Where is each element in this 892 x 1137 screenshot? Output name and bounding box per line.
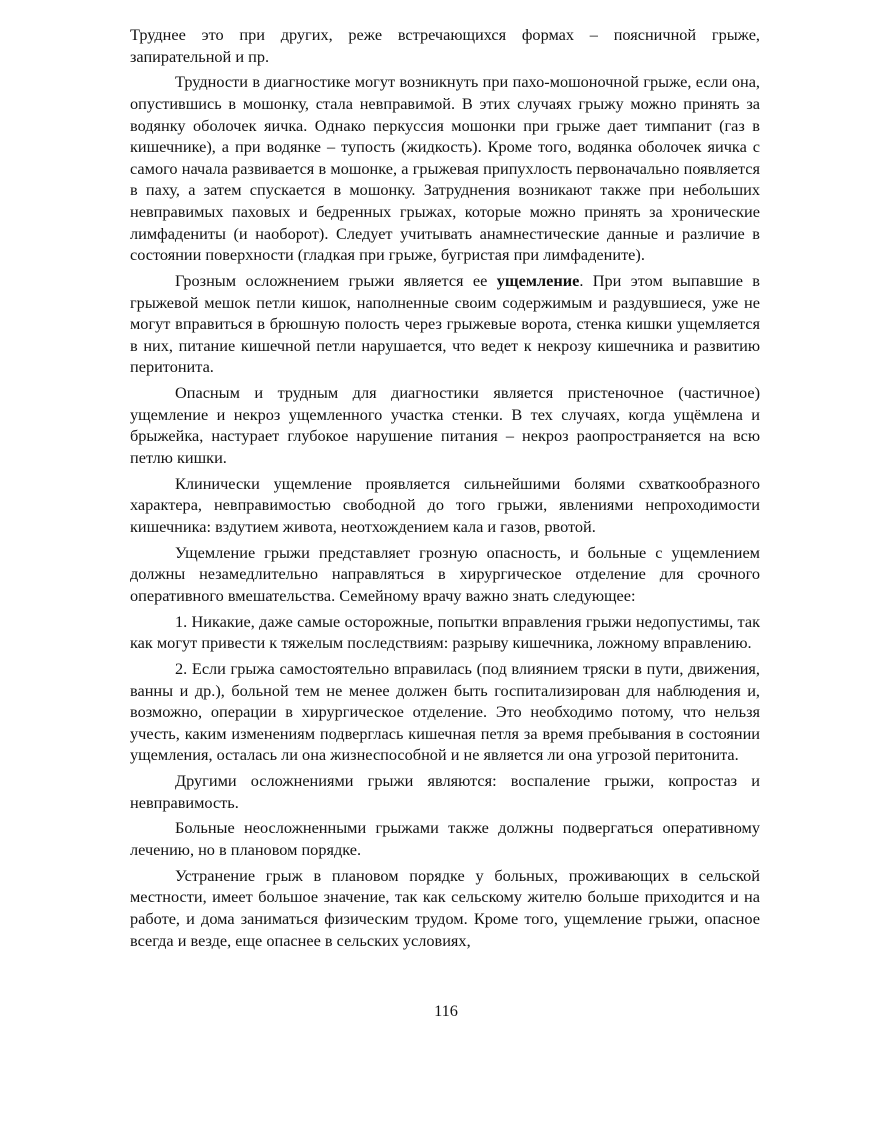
paragraph: Больные неосложненными грыжами также должны подвергаться оперативному лечению, но в плановом порядке.: [130, 818, 760, 860]
page-body: [130, 24, 760, 955]
paragraph: Трудности в диагностике могут возникнуть при пахо-мошоночной грыже, если она, опустившись в мошонку, стала невправимой. В этих случаях грыжу можно принять за водянку оболочек яичка. Однако перкуссия мошонки при грыже дает тимпанит (газ в кишечнике), а при водянке – тупость (жидкость). Кроме того, водянка оболочек яичка с самого начала развивается в мошонке, а грыжевая припухлость первоначально появляется в паху, а затем спускается в мошонку. Затруднения возникают также при небольших невправимых паховых и бедренных грыжах, которые можно принять за хронические лимфадениты (и наоборот). Следует учитывать анамнестические данные и различие в состоянии поверхности (гладкая при грыже, бугристая при лимфадените).: [130, 72, 760, 265]
paragraph: Труднее это при других, реже встречающихся формах – поясничной грыже, запирательной и пр.: [130, 25, 760, 66]
text-span: Грозным осложнением грыжи является ее: [175, 270, 497, 290]
emphasized-term: ущемление: [496, 270, 580, 290]
text-span: . При этом выпавшие в грыжевой мешок петли кишок, наполненные своим содержимым и раздувшиеся, уже не могут вправиться в брюшную полость через грыжевые ворота, стенка кишки ущемляется в них, питание кишечной петли нарушается, что ведет к некрозу кишечника и развитию перитонита.: [130, 270, 760, 377]
list-item: 1. Никакие, даже самые осторожные, попытки вправления грыжи недопустимы, так как могут привести к тяжелым последствиям: разрыву кишечника, ложному вправлению.: [130, 611, 760, 653]
list-item: 2. Если грыжа самостоятельно вправилась (под влиянием тряски в пути, движения, ванны и др.), больной тем не менее должен быть госпитализирован для наблюдения и, возможно, операции в хирургическое отделение. Это необходимо потому, что нельзя учесть, каким изменениям подверглась кишечная петля за время пребывания в состоянии ущемления, осталась ли она жизнеспособной и не является ли она угрозой перитонита.: [130, 658, 760, 765]
paragraph: Опасным и трудным для диагностики является пристеночное (частичное) ущемление и некроз ущемленного участка стенки. В тех случаях, когда ущёмлена и брыжейка, настурает глубокое нарушение питания – некроз раопространяется на всю петлю кишки.: [130, 383, 760, 467]
paragraph: Ущемление грыжи представляет грозную опасность, и больные с ущемлением должны незамедлительно направляться в хирургическое отделение для срочного оперативного вмешательства. Семейному врачу важно знать следующее:: [130, 542, 760, 605]
paragraph: Другими осложнениями грыжи являются: воспаление грыжи, копростаз и невправимость.: [130, 771, 760, 812]
page-number: 116: [434, 1001, 458, 1020]
paragraph: [130, 270, 760, 378]
paragraph: Устранение грыж в плановом порядке у больных, проживающих в сельской местности, имеет большое значение, так как сельскому жителю больше приходится и на работе, и дома заниматься физическим трудом. Кроме того, ущемление грыжи, опасное всегда и везде, еще опаснее в сельских условиях,: [130, 865, 760, 950]
paragraph: Клинически ущемление проявляется сильнейшими болями схваткообразного характера, невправимостью свободной до того грыжи, явлениями непроходимости кишечника: вздутием живота, неотхождением кала и газов, рвотой.: [130, 473, 760, 536]
